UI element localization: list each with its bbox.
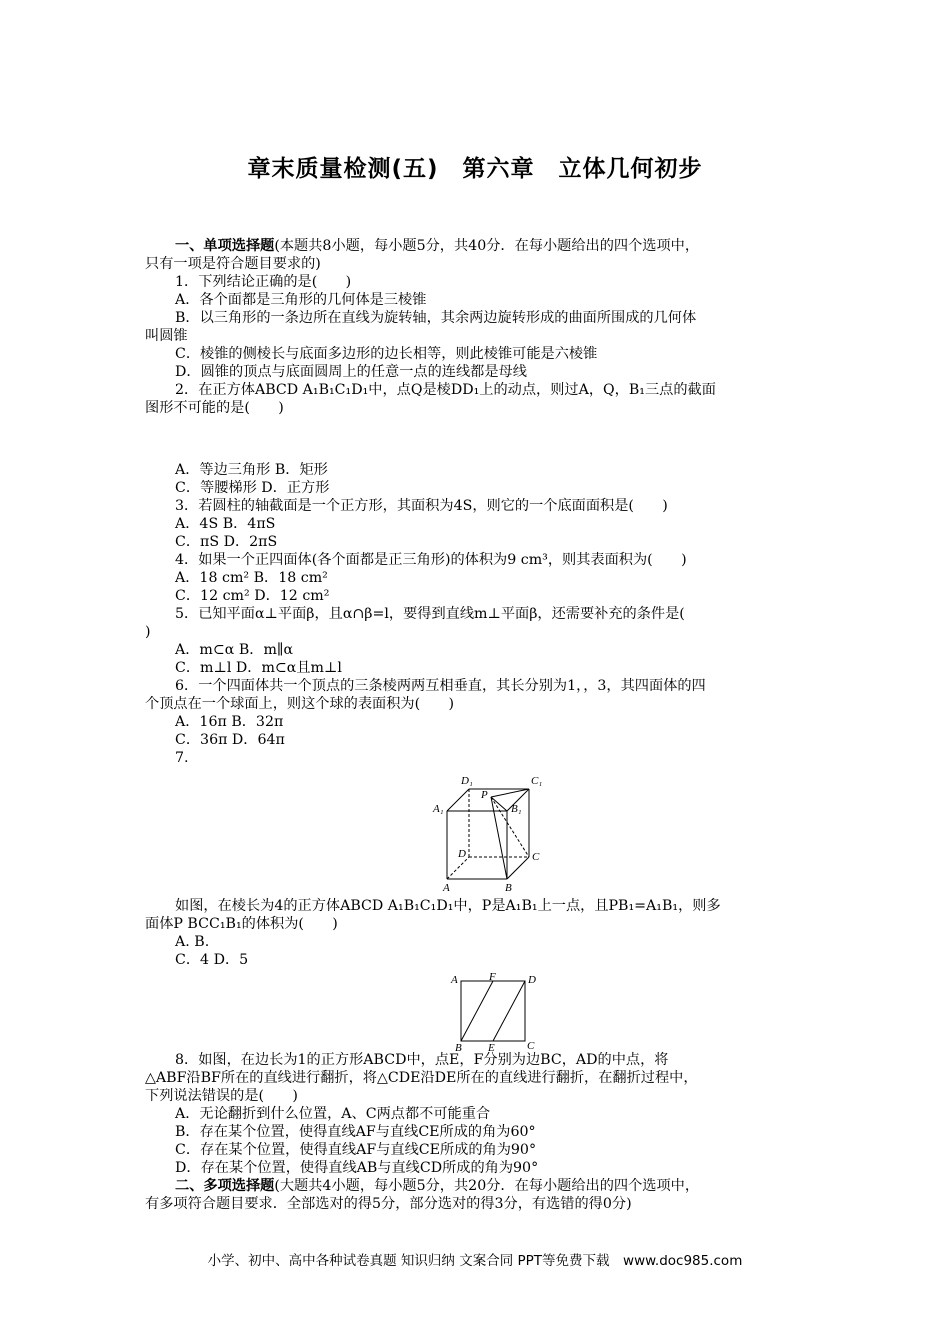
q7-options-cd: C．4 D．5 bbox=[175, 952, 249, 968]
label-d1: D₁ bbox=[461, 775, 473, 787]
q3-options-ab: A．4S B．4πS bbox=[175, 516, 276, 532]
q5-options-ab: A．m⊂α B．m∥α bbox=[175, 642, 294, 658]
q2-stem-line2: 图形不可能的是( ) bbox=[145, 400, 284, 416]
section2-note-line1: (大题共4小题，每小题5分，共20分．在每小题给出的四个选项中， bbox=[274, 1178, 700, 1194]
q8-option-d: D．存在某个位置，使得直线AB与直线CD所成的角为90° bbox=[175, 1160, 539, 1176]
cube-figure bbox=[145, 769, 811, 893]
q6-options-cd: C．36π D．64π bbox=[175, 732, 285, 748]
label-c: C bbox=[532, 851, 540, 863]
label-p: P bbox=[481, 789, 488, 801]
edge-ad bbox=[447, 857, 469, 879]
q6-options-ab: A．16π B．32π bbox=[175, 714, 284, 730]
segment-bf bbox=[461, 981, 493, 1041]
q5-options-cd: C．m⊥l D．m⊂α且m⊥l bbox=[175, 660, 342, 676]
edge-pc1 bbox=[491, 789, 529, 797]
label-sq-d: D bbox=[528, 974, 536, 986]
page-footer: 小学、初中、高中各种试卷真题 知识归纳 文案合同 PPT等免费下载 www.doc985.com bbox=[207, 1253, 743, 1269]
label-sq-f: F bbox=[489, 973, 496, 983]
q7-number: 7. bbox=[175, 750, 189, 766]
section2-intro bbox=[145, 1177, 811, 1195]
square-abcd bbox=[461, 981, 525, 1041]
label-a1: A₁ bbox=[433, 803, 444, 815]
q3-options-cd: C．πS D．2πS bbox=[175, 534, 278, 550]
q1-option-d: D．圆锥的顶点与底面圆周上的任意一点的连线都是母线 bbox=[175, 364, 527, 380]
section2-heading: 二、多项选择题 bbox=[175, 1178, 275, 1194]
edge-a1d1 bbox=[447, 789, 469, 811]
cube-diagram bbox=[427, 769, 557, 893]
q8-stem-line3: 下列说法错误的是( ) bbox=[145, 1088, 298, 1104]
q8-option-b: B．存在某个位置，使得直线AF与直线CE所成的角为60° bbox=[175, 1124, 536, 1140]
section1-intro bbox=[145, 237, 811, 255]
label-b: B bbox=[505, 882, 512, 893]
section1-note-line2: 只有一项是符合题目要求的) bbox=[145, 256, 321, 272]
q7-stem-line2: 面体P BCC₁B₁的体积为( ) bbox=[145, 916, 338, 932]
q7-options-ab: A. B. bbox=[175, 934, 210, 950]
q1-option-a: A．各个面都是三角形的几何体是三棱锥 bbox=[175, 292, 427, 308]
q6-stem-line1: 6．一个四面体共一个顶点的三条棱两两互相垂直，其长分别为1，，3，其四面体的四 bbox=[175, 678, 706, 694]
q8-option-a: A．无论翻折到什么位置，A、C两点都不可能重合 bbox=[175, 1106, 491, 1122]
q5-stem-line2: ) bbox=[145, 624, 151, 640]
label-sq-b: B bbox=[455, 1042, 462, 1051]
square-figure bbox=[145, 973, 811, 1051]
page-title: 章末质量检测(五) 第六章 立体几何初步 bbox=[247, 156, 703, 182]
q3-stem: 3．若圆柱的轴截面是一个正方形，其面积为4S，则它的一个底面面积是( ) bbox=[175, 498, 668, 514]
q1-option-c: C．棱锥的侧棱长与底面多边形的边长相等，则此棱锥可能是六棱锥 bbox=[175, 346, 598, 362]
q4-options-ab: A．18 cm² B．18 cm² bbox=[175, 570, 328, 586]
section1-heading: 一、单项选择题 bbox=[175, 238, 275, 254]
label-c1: C₁ bbox=[531, 775, 543, 787]
label-sq-e: E bbox=[488, 1042, 495, 1051]
q2-options-ab: A．等边三角形 B．矩形 bbox=[175, 462, 328, 478]
q8-option-c: C．存在某个位置，使得直线AF与直线CE所成的角为90° bbox=[175, 1142, 537, 1158]
q2-options-cd: C．等腰梯形 D．正方形 bbox=[175, 480, 330, 496]
exam-content bbox=[145, 237, 811, 1213]
label-b1: B₁ bbox=[511, 803, 522, 815]
label-sq-a: A bbox=[451, 974, 458, 986]
segment-ed bbox=[493, 981, 525, 1041]
q1-option-b-line2: 叫圆锥 bbox=[145, 328, 188, 344]
q4-stem: 4．如果一个正四面体(各个面都是正三角形)的体积为9 cm³，则其表面积为( ) bbox=[175, 552, 687, 568]
label-sq-c: C bbox=[527, 1040, 535, 1051]
label-a: A bbox=[443, 882, 450, 893]
q2-spacer bbox=[145, 417, 811, 461]
q5-stem-line1: 5．已知平面α⊥平面β，且α∩β=l，要得到直线m⊥平面β，还需要补充的条件是( bbox=[175, 606, 685, 622]
q7-stem-line1: 如图，在棱长为4的正方体ABCD A₁B₁C₁D₁中，P是A₁B₁上一点，且PB₁=A₁B₁，则多 bbox=[175, 898, 721, 914]
edge-bc bbox=[507, 857, 529, 879]
label-d: D bbox=[458, 848, 466, 860]
q2-stem-line1: 2．在正方体ABCD A₁B₁C₁D₁中，点Q是棱DD₁上的动点，则过A，Q，B₁三点的截面 bbox=[175, 382, 716, 398]
section2-note-line2: 有多项符合题目要求．全部选对的得5分，部分选对的得3分，有选错的得0分) bbox=[145, 1196, 632, 1212]
q6-stem-line2: 个顶点在一个球面上，则这个球的表面积为( ) bbox=[145, 696, 455, 712]
section1-note-line1: (本题共8小题，每小题5分，共40分．在每小题给出的四个选项中， bbox=[274, 238, 700, 254]
q4-options-cd: C．12 cm² D．12 cm² bbox=[175, 588, 330, 604]
q8-stem-line1: 8．如图，在边长为1的正方形ABCD中，点E，F分别为边BC，AD的中点，将 bbox=[175, 1052, 669, 1068]
q1-stem: 1．下列结论正确的是( ) bbox=[175, 274, 352, 290]
q8-stem-line2: △ABF沿BF所在的直线进行翻折，将△CDE沿DE所在的直线进行翻折，在翻折过程中， bbox=[145, 1070, 698, 1086]
q1-option-b-line1: B．以三角形的一条边所在直线为旋转轴，其余两边旋转形成的曲面所围成的几何体 bbox=[175, 310, 697, 326]
square-diagram bbox=[449, 973, 539, 1051]
